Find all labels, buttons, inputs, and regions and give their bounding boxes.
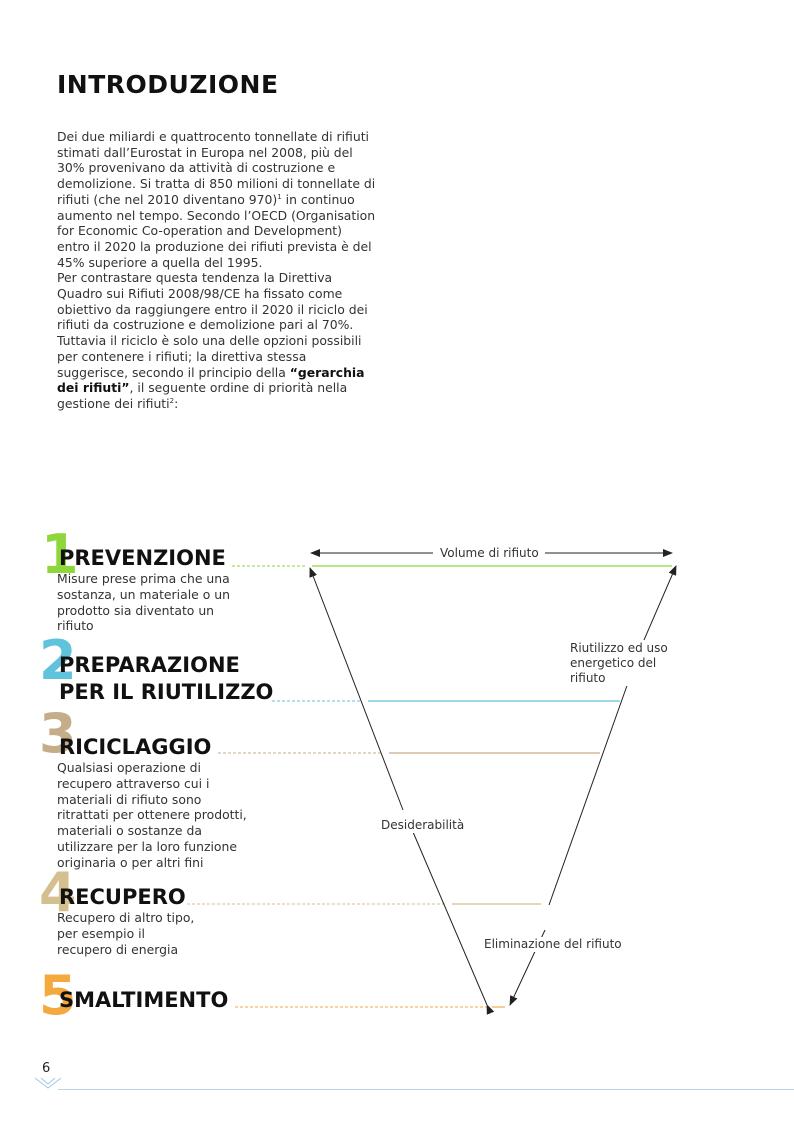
level-number-1: 1: [41, 523, 79, 586]
level-number-4: 4: [39, 861, 77, 924]
footnote-ref-2[interactable]: 2: [169, 396, 175, 405]
desirability-arrow-upper: [310, 568, 403, 810]
level-number-5: 5: [39, 964, 77, 1027]
page-title: INTRODUZIONE: [57, 70, 279, 99]
level-heading-riutilizzo: PER IL RIUTILIZZO: [59, 680, 274, 704]
level-heading-smaltimento: SMALTIMENTO: [59, 988, 229, 1012]
level-desc-riciclaggio: Qualsiasi operazione di recupero attraverso cui i materiali di rifiuto sono ritrattati per ottenere prodotti, materiali o sostanze da utilizzare per la loro funzione originaria o per altri fini: [57, 760, 247, 870]
reuse-arrow: [644, 566, 676, 640]
intro-p3-text-a: Tuttavia il riciclo è solo una delle opzioni possibili per contenere i rifiuti; la direttiva stessa suggerisce, secondo il principio della: [57, 333, 362, 380]
level-heading-preparazione: PREPARAZIONE: [59, 653, 240, 677]
footer-rule: [58, 1089, 794, 1090]
level-heading-riciclaggio: RICICLAGGIO: [59, 735, 212, 759]
elimination-label: Eliminazione del rifiuto: [484, 937, 622, 951]
elimination-arrow-upper: [549, 680, 629, 905]
level-heading-recupero: RECUPERO: [59, 885, 186, 909]
intro-p3-text-c: :: [174, 395, 179, 411]
intro-p3-bold: “gerarchia dei rifiuti”: [57, 364, 365, 396]
intro-p3-text-b: , il seguente ordine di priorità nella gestione dei rifiuti: [57, 380, 348, 411]
chevron-down-icon: [33, 1076, 63, 1090]
intro-p1-text-a: Dei due miliardi e quattrocento tonnellate di rifiuti stimati dall’Eurostat in Europa nel 2008, più del 30% provenivano da attività di costruzione e demolizione. Si tratta di 850 milioni di tonnellate di rifiuti (che nel 2010 diventano 970): [57, 129, 376, 207]
intro-p1-text-b: in continuo aumento nel tempo. Secondo l’OECD (Organisation for Economic Co-operation and Development) entro il 2020 la produzione dei rifiuti prevista è del 45% superiore a quella del 1995.: [57, 191, 376, 270]
reuse-label: Riutilizzo ed uso energetico del rifiuto: [570, 641, 695, 686]
level-number-2: 2: [39, 629, 77, 692]
intro-paragraph-2: Per contrastare questa tendenza la Direttiva Quadro sui Rifiuti 2008/98/CE ha fissato come obiettivo da raggiungere entro il 2020 il riciclo dei rifiuti da costruzione e demolizione pari al 70%.: [57, 270, 368, 333]
level-desc-prevenzione: Misure prese prima che una sostanza, un materiale o un prodotto sia diventato un rifiuto: [57, 571, 230, 634]
desirability-arrow-lower: [413, 832, 487, 1005]
level-number-3: 3: [39, 702, 77, 765]
level-heading-prevenzione: PREVENZIONE: [59, 546, 226, 570]
desirability-label: Desiderabilità: [381, 818, 465, 832]
footnote-ref-1[interactable]: 1: [277, 192, 282, 201]
volume-label: Volume di rifiuto: [440, 546, 539, 560]
level-desc-recupero: Recupero di altro tipo, per esempio il recupero di energia: [57, 910, 195, 957]
page-number: 6: [42, 1061, 51, 1076]
